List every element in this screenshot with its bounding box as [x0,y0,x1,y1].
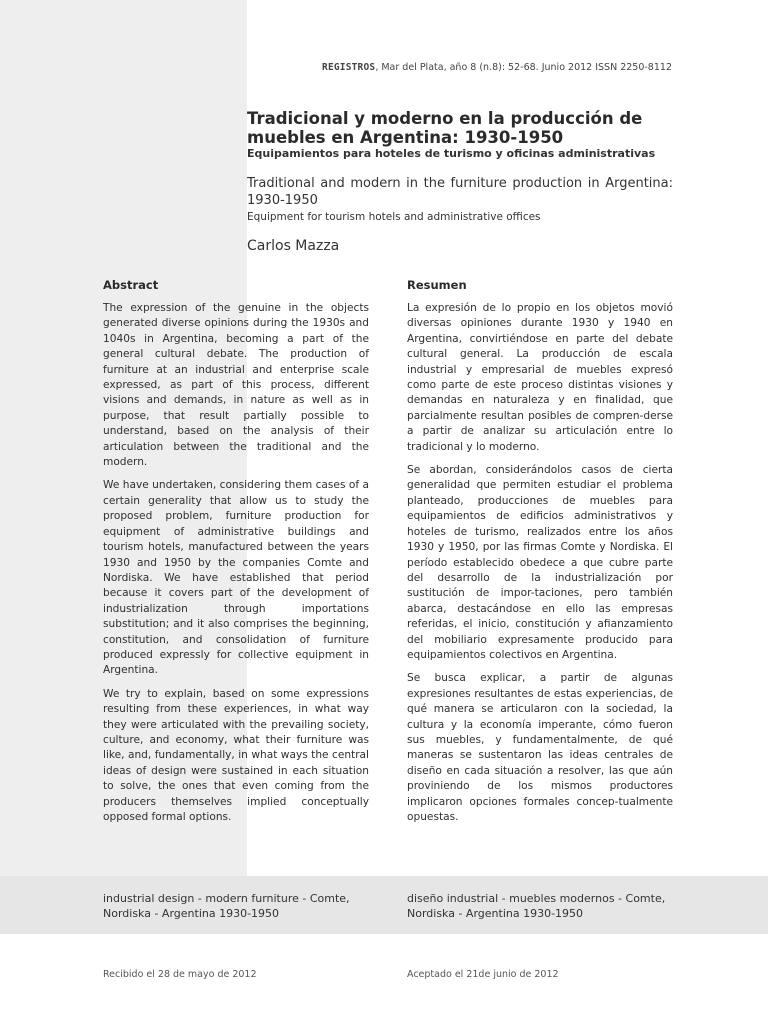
journal-citation [322,62,672,73]
citation-details: , Mar del Plata, año 8 (n.8): 52-68. Junio 2012 ISSN 2250-8112 [375,62,672,73]
abstract-heading: Abstract [103,278,159,292]
abstract-paragraph: We have undertaken, considering them cases of a certain generality that allow us to study the proposed problem, furniture production for equipment of administrative buildings and tourism hotels, manufactured between the years 1930 and 1950 by the companies Comte and Nordiska. We have established that period because it covers part of the development of industrialization through importations substitution; and it also comprises the beginning, constitution, and consolidation of furniture produced expressly for collective equipment in Argentina. [103,479,369,677]
keywords-spanish: diseño industrial - muebles modernos - Comte, Nordiska - Argentina 1930-1950 [407,892,666,920]
abstract-column [103,278,369,833]
resumen-paragraph: Se abordan, considerándolos casos de cierta generalidad que permiten estudiar el problema planteado, producciones de muebles para equipamientos de edificios administrativos y hoteles de turismo, realizados entre los años 1930 y 1950, por las firmas Comte y Nordiska. El período establecido obedece a que cubre parte del desarrollo de la industrialización por sustitución de impor-taciones, pero también abarca, destacándose en ello las empresas referidas, el inicio, constitución y afianzamiento del mobiliario expresamente producido para equipamientos colectivos en Argentina. [407,464,673,661]
english-subtitle: Equipment for tourism hotels and administrative offices [247,211,541,223]
keywords-english: industrial design - modern furniture - Comte, Nordiska - Argentina 1930-1950 [103,892,350,920]
article-subtitle: Equipamientos para hoteles de turismo y oficinas administrativas [247,147,656,160]
article-title: Tradicional y moderno en la producción de muebles en Argentina: 1930-1950 [247,109,643,147]
title-block [247,109,673,255]
journal-name: REGISTROS [322,62,376,73]
abstract-paragraph: We try to explain, based on some expressions resulting from these experiences, in what way they were articulated with the prevailing society, culture, and economy, what their furniture was like, and, fundamentally, in what ways the central ideas of design were sustained in each situation to solve, the ones that even coming from the producers themselves implied conceptually opposed formal options. [103,687,369,823]
english-title: Traditional and modern in the furniture production in Argentina: 1930-1950 [247,176,673,208]
abstract-paragraph: The expression of the genuine in the objects generated diverse opinions during the 1930s and 1040s in Argentina, becoming a part of the general cultural debate. The production of furniture at an industrial and enterprise scale expressed, as part of this process, different visions and demands, in nature as well as in purpose, that result partially possible to understand, based on the analysis of their articulation between the traditional and the modern. [103,302,369,469]
accepted-date: Aceptado el 21de junio de 2012 [407,969,559,980]
resumen-paragraph: La expresión de lo propio en los objetos movió diversas opiniones durante 1930 y 1940 en Argentina, convirtiéndose en parte del debate cultural general. La producción de escala industrial y empresarial de muebles expresó como parte de este proceso distintas visiones y demandas en naturaleza y en finalidad, que parcialmente resultan posibles de compren-derse a partir de analizar su articulación entre lo tradicional y lo moderno. [407,302,673,453]
author-name: Carlos Mazza [247,238,340,254]
resumen-column [407,278,673,833]
resumen-paragraph: Se busca explicar, a partir de algunas expresiones resultantes de estas experiencias, de qué manera se articularon con la sociedad, la cultura y la economía imperante, cómo fueron sus muebles, y fundamentalmente, de qué maneras se sustentaron las ideas centrales de diseño en cada situación a resolver, las que aún proviniendo de los mismos productores implicaron opciones formales concep-tualmente opuestas. [407,672,673,823]
received-date: Recibido el 28 de mayo de 2012 [103,969,257,980]
resumen-heading: Resumen [407,278,467,292]
